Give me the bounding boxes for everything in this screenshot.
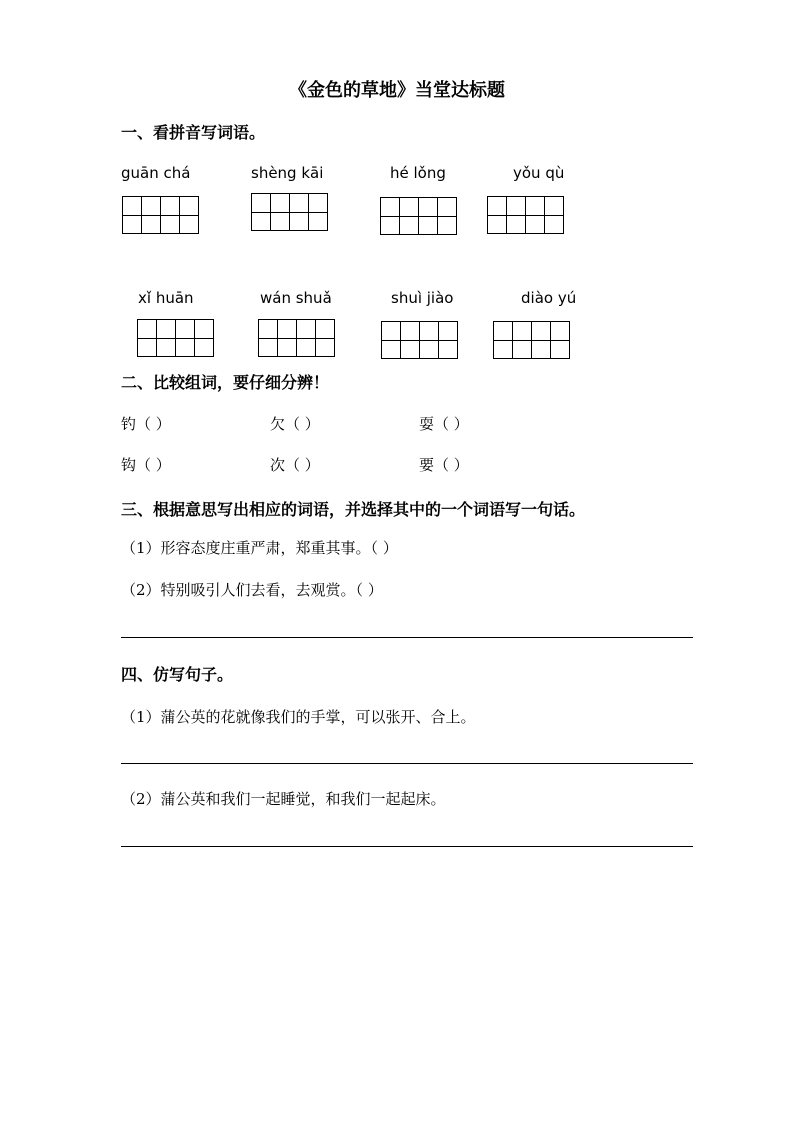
pinyin-label: hé lǒng: [390, 164, 446, 182]
compare-item[interactable]: 要（ ）: [419, 456, 469, 474]
pinyin-label: shèng kāi: [251, 164, 324, 182]
answer-line[interactable]: [121, 763, 693, 764]
pinyin-label: wán shuǎ: [260, 289, 332, 307]
imitation-sentence-1: （1）蒲公英的花就像我们的手掌，可以张开、合上。: [121, 708, 476, 726]
pinyin-label: guān chá: [121, 164, 191, 182]
compare-item[interactable]: 钩（ ）: [121, 456, 171, 474]
section-2-heading: 二、比较组词，要仔细分辨！: [121, 373, 330, 392]
section-4-heading: 四、仿写句子。: [121, 665, 234, 684]
writing-grid[interactable]: [122, 196, 199, 234]
writing-grid[interactable]: [251, 193, 328, 231]
writing-grid[interactable]: [258, 319, 335, 357]
answer-line[interactable]: [121, 637, 693, 638]
imitation-sentence-2: （2）蒲公英和我们一起睡觉，和我们一起起床。: [121, 790, 446, 808]
section-1-heading: 一、看拼音写词语。: [121, 123, 266, 142]
writing-grid[interactable]: [493, 321, 570, 359]
writing-grid[interactable]: [380, 197, 457, 235]
compare-item[interactable]: 耍（ ）: [419, 415, 469, 433]
writing-grid[interactable]: [381, 321, 458, 359]
page-title: 《金色的草地》当堂达标题: [289, 80, 505, 101]
question-1[interactable]: （1）形容态度庄重严肃，郑重其事。（ ）: [121, 539, 398, 557]
section-3-heading: 三、根据意思写出相应的词语，并选择其中的一个词语写一句话。: [121, 500, 586, 519]
compare-item[interactable]: 钓（ ）: [121, 415, 171, 433]
pinyin-label: yǒu qù: [513, 164, 565, 182]
pinyin-label: xǐ huān: [138, 289, 194, 307]
pinyin-label: diào yú: [521, 289, 577, 307]
answer-line[interactable]: [121, 846, 693, 847]
compare-item[interactable]: 欠（ ）: [270, 415, 320, 433]
question-2[interactable]: （2）特别吸引人们去看，去观赏。（ ）: [121, 581, 383, 599]
writing-grid[interactable]: [137, 319, 214, 357]
writing-grid[interactable]: [487, 196, 564, 234]
pinyin-label: shuì jiào: [391, 289, 454, 307]
compare-item[interactable]: 次（ ）: [270, 456, 320, 474]
